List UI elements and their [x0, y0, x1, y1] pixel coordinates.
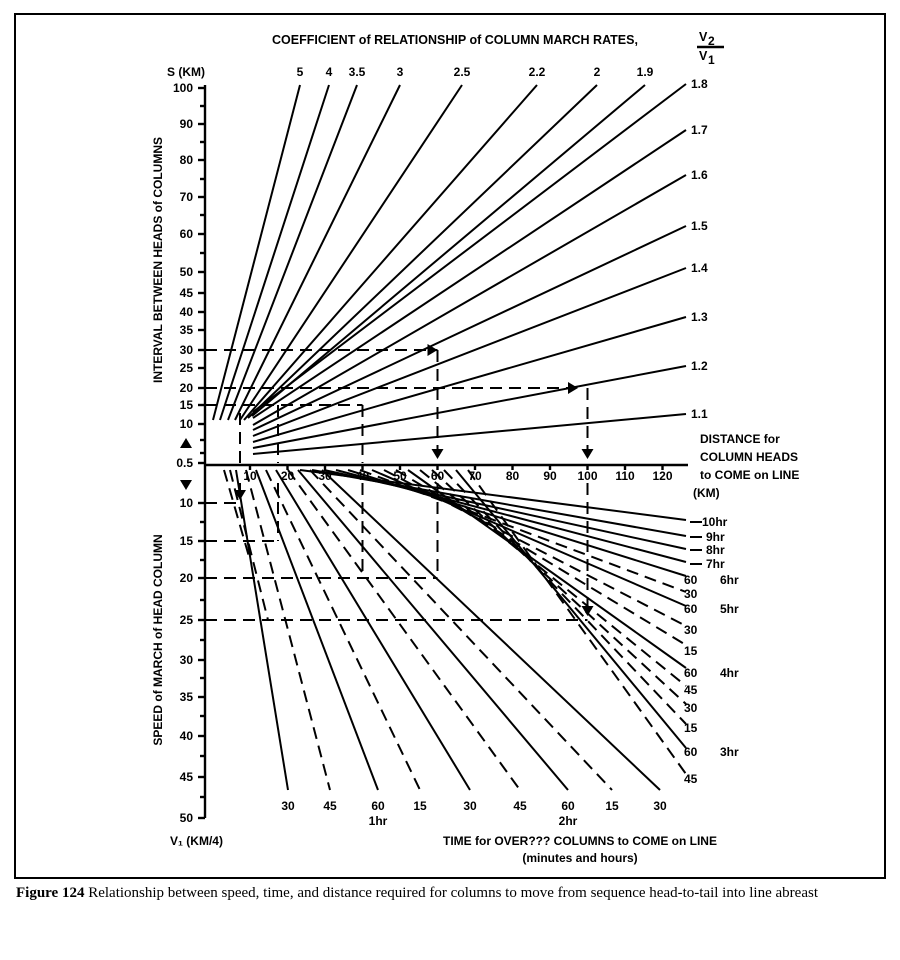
coefficient-line	[235, 85, 400, 420]
time-label-right: 45	[684, 772, 698, 786]
time-label-right: 15	[684, 644, 698, 658]
time-label-right: 5hr	[720, 602, 739, 616]
distance-axis-title: DISTANCE for	[700, 432, 780, 446]
s-axis-tick-label: 50	[179, 265, 193, 279]
figure-caption	[16, 884, 888, 903]
distance-axis-title: to COME on LINE	[700, 468, 800, 482]
time-label-right: 45	[684, 683, 698, 697]
nomogram-title: COEFFICIENT of RELATIONSHIP of COLUMN MARCH RATES,	[272, 33, 638, 47]
coefficient-line	[252, 85, 645, 416]
distance-axis-tick-label: 110	[615, 469, 635, 483]
coefficient-label: 1.7	[691, 123, 708, 137]
time-label-right: 6hr	[720, 573, 739, 587]
v-axis-tick-label: 35	[179, 690, 193, 704]
s-axis-tick-label: 0.5	[176, 456, 193, 470]
coefficient-label: 1.1	[691, 407, 708, 421]
distance-axis-title: COLUMN HEADS	[700, 450, 798, 464]
coefficient-line	[253, 175, 686, 425]
coefficient-label: 1.8	[691, 77, 708, 91]
distance-axis-tick-label: 40	[355, 469, 370, 483]
time-line	[256, 470, 378, 790]
time-label-bottom: 60	[561, 799, 575, 813]
v-axis-tick-label: 40	[179, 729, 193, 743]
s-axis-tick-label: 30	[179, 343, 193, 357]
v-axis-tick-label: 50	[179, 811, 193, 825]
s-axis-tick-label: 90	[179, 117, 193, 131]
s-axis-label: S (KM)	[167, 65, 205, 79]
v-axis-tick-label: 15	[179, 534, 193, 548]
coefficient-label: 1.4	[691, 261, 708, 275]
time-line	[408, 470, 686, 668]
coefficient-label: 4	[325, 65, 333, 79]
ratio-numerator: V	[699, 30, 708, 44]
v-axis-tick-label: 20	[179, 571, 193, 585]
coefficient-line	[253, 366, 686, 448]
distance-axis-tick-label: 90	[543, 469, 557, 483]
time-label-right: 8hr	[706, 543, 725, 557]
time-label-bottom: 60	[371, 799, 385, 813]
coefficient-line	[248, 85, 597, 418]
time-label-right: 30	[684, 701, 698, 715]
time-axis-title: TIME for OVER??? COLUMNS to COME on LINE	[443, 834, 717, 848]
s-axis-tick-label: 100	[172, 81, 193, 95]
s-axis-tick-label: 15	[179, 398, 193, 412]
example-arrow	[568, 382, 578, 394]
time-line	[298, 470, 568, 790]
time-line	[348, 470, 686, 576]
time-line-dashed	[224, 470, 250, 560]
s-axis-tick-label: 40	[179, 305, 193, 319]
s-axis-tick-label: 10	[179, 417, 193, 431]
time-label-right: 4hr	[720, 666, 739, 680]
v-axis-title: SPEED of MARCH of HEAD COLUMN	[151, 534, 165, 746]
s-axis-up-arrow	[180, 438, 192, 448]
coefficient-label: 2	[593, 65, 601, 79]
time-label-right: 60	[684, 573, 698, 587]
v-axis-tick-label: 30	[179, 653, 193, 667]
s-axis-tick-label: 45	[179, 286, 193, 300]
distance-axis-tick-label: 20	[280, 469, 295, 483]
v-axis-tick-label: 25	[179, 613, 193, 627]
time-label-right: 3hr	[720, 745, 739, 759]
ratio-denominator-sub: 1	[708, 53, 715, 67]
time-label-bottom: 30	[281, 799, 295, 813]
coefficient-label: 1.9	[636, 65, 654, 79]
time-label-bottom-sub: 2hr	[558, 814, 578, 828]
v-axis-down-arrow	[180, 480, 192, 490]
time-label-bottom: 15	[413, 799, 427, 813]
s-axis-tick-label: 35	[179, 323, 193, 337]
s-axis-title: INTERVAL BETWEEN HEADS of COLUMNS	[151, 136, 165, 384]
coefficient-label: 1.5	[691, 219, 708, 233]
distance-axis-tick-label: 100	[577, 469, 598, 483]
time-line	[236, 470, 288, 790]
coefficient-label: 1.2	[691, 359, 708, 373]
caption-text: Relationship between speed, time, and distance required for columns to move from sequence head-to-tail into line abreast	[88, 885, 818, 901]
coefficient-label: 1.3	[691, 310, 708, 324]
time-label-bottom-sub: 1hr	[368, 814, 388, 828]
s-axis-tick-label: 80	[179, 153, 193, 167]
coefficient-line	[253, 130, 686, 418]
time-label-right: 10hr	[702, 515, 728, 529]
time-axis-subtitle: (minutes and hours)	[522, 851, 638, 865]
time-label-right: 60	[684, 666, 698, 680]
time-label-right: 30	[684, 587, 698, 601]
v-axis-tick-label: 10	[179, 496, 193, 510]
time-label-right: 60	[684, 745, 698, 759]
coefficient-label: 5	[296, 65, 304, 79]
time-label-right: 60	[684, 602, 698, 616]
example-arrow	[582, 449, 594, 459]
distance-axis-tick-label: 120	[652, 469, 673, 483]
coefficient-label: 3.5	[348, 65, 366, 79]
coefficient-line	[253, 84, 686, 412]
coefficient-line	[253, 414, 686, 454]
time-label-right: 9hr	[706, 530, 725, 544]
v-axis-tick-label: 45	[179, 770, 193, 784]
time-line-dashed	[310, 470, 612, 790]
time-label-bottom: 15	[605, 799, 619, 813]
coefficient-label: 1.6	[691, 168, 708, 182]
s-axis-tick-label: 20	[179, 381, 193, 395]
time-line-dashed	[266, 470, 420, 790]
example-arrow	[432, 449, 444, 459]
time-line	[336, 470, 686, 562]
ratio-denominator: V	[699, 49, 708, 63]
s-axis-tick-label: 25	[179, 361, 193, 375]
time-label-right: 30	[684, 623, 698, 637]
coefficient-line	[228, 85, 357, 420]
distance-axis-tick-label: 10	[243, 469, 257, 483]
time-label-right: 7hr	[706, 557, 725, 571]
v-axis-bottom-label: V₁ (KM/4)	[170, 834, 223, 848]
distance-axis-tick-label: 50	[393, 469, 407, 483]
coefficient-line	[220, 85, 329, 420]
distance-axis-title: (KM)	[693, 486, 720, 500]
distance-axis-tick-label: 70	[468, 469, 482, 483]
distance-axis-tick-label: 30	[318, 469, 332, 483]
s-axis-tick-label: 60	[179, 227, 193, 241]
distance-axis-tick-label: 60	[430, 469, 445, 483]
coefficient-line	[253, 226, 686, 430]
s-axis-tick-label: 70	[179, 190, 193, 204]
coefficient-label: 3	[396, 65, 404, 79]
distance-axis-tick-label: 80	[505, 469, 520, 483]
time-label-bottom: 30	[653, 799, 667, 813]
ratio-numerator-sub: 2	[708, 34, 715, 48]
time-label-right: 15	[684, 721, 698, 735]
coefficient-line	[240, 85, 462, 420]
coefficient-label: 2.5	[453, 65, 471, 79]
time-label-bottom: 45	[323, 799, 337, 813]
time-label-bottom: 30	[463, 799, 477, 813]
coefficient-label: 2.2	[528, 65, 546, 79]
example-arrow	[582, 606, 594, 616]
caption-label: Figure 124	[16, 885, 85, 901]
time-label-bottom: 45	[513, 799, 527, 813]
